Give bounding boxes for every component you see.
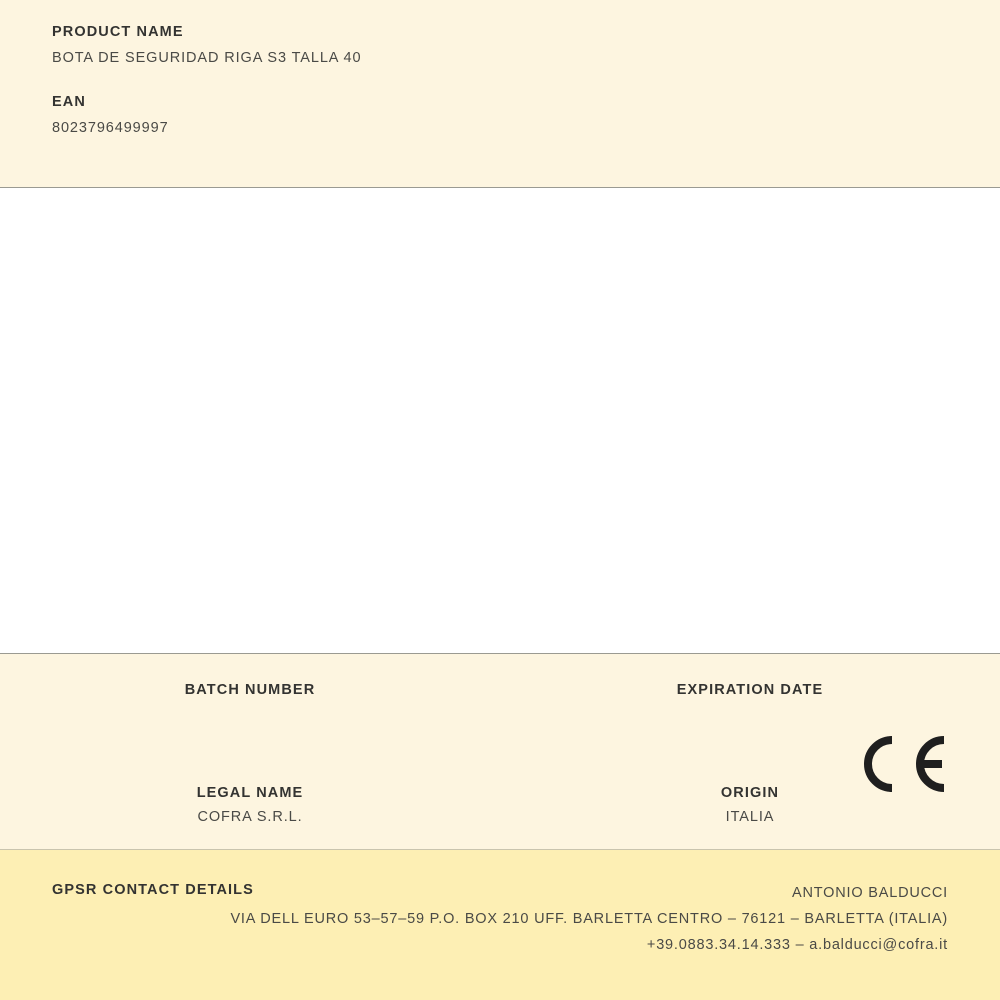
legal-name-label: LEGAL NAME <box>196 785 304 801</box>
ean-group <box>52 94 948 136</box>
info-row-spacer <box>0 723 1000 785</box>
product-name-value: BOTA DE SEGURIDAD RIGA S3 TALLA 40 <box>52 50 362 66</box>
batch-number-label: BATCH NUMBER <box>184 682 316 698</box>
batch-number-cell <box>0 682 500 723</box>
product-name-label: PRODUCT NAME <box>52 24 184 40</box>
gpsr-contact-address: VIA DELL EURO 53–57–59 P.O. BOX 210 UFF. BARLETTA CENTRO – 76121 – BARLETTA (ITALIA) <box>230 911 948 927</box>
gpsr-contact-name: ANTONIO BALDUCCI <box>792 885 948 901</box>
ean-label: EAN <box>52 94 86 110</box>
gpsr-footer-block <box>0 850 1000 1000</box>
expiration-date-label: EXPIRATION DATE <box>676 682 824 698</box>
legal-name-value: COFRA S.R.L. <box>197 809 303 825</box>
origin-value: ITALIA <box>725 809 775 825</box>
gpsr-contact-title: GPSR CONTACT DETAILS <box>52 882 254 898</box>
expiration-date-value <box>500 706 1000 723</box>
batch-expiration-row <box>0 682 1000 723</box>
product-name-group <box>52 24 948 66</box>
product-image-area <box>0 188 1000 654</box>
product-header-block <box>0 0 1000 188</box>
legal-origin-row <box>0 785 1000 826</box>
batch-number-value <box>0 706 500 723</box>
legal-name-cell <box>0 785 500 826</box>
origin-label: ORIGIN <box>720 785 780 801</box>
product-info-block <box>0 654 1000 850</box>
ce-marking-icon <box>858 732 948 796</box>
expiration-date-cell <box>500 682 1000 723</box>
gpsr-contact-phone-email: +39.0883.34.14.333 – a.balducci@cofra.it <box>646 937 948 953</box>
ean-value: 8023796499997 <box>52 120 169 136</box>
